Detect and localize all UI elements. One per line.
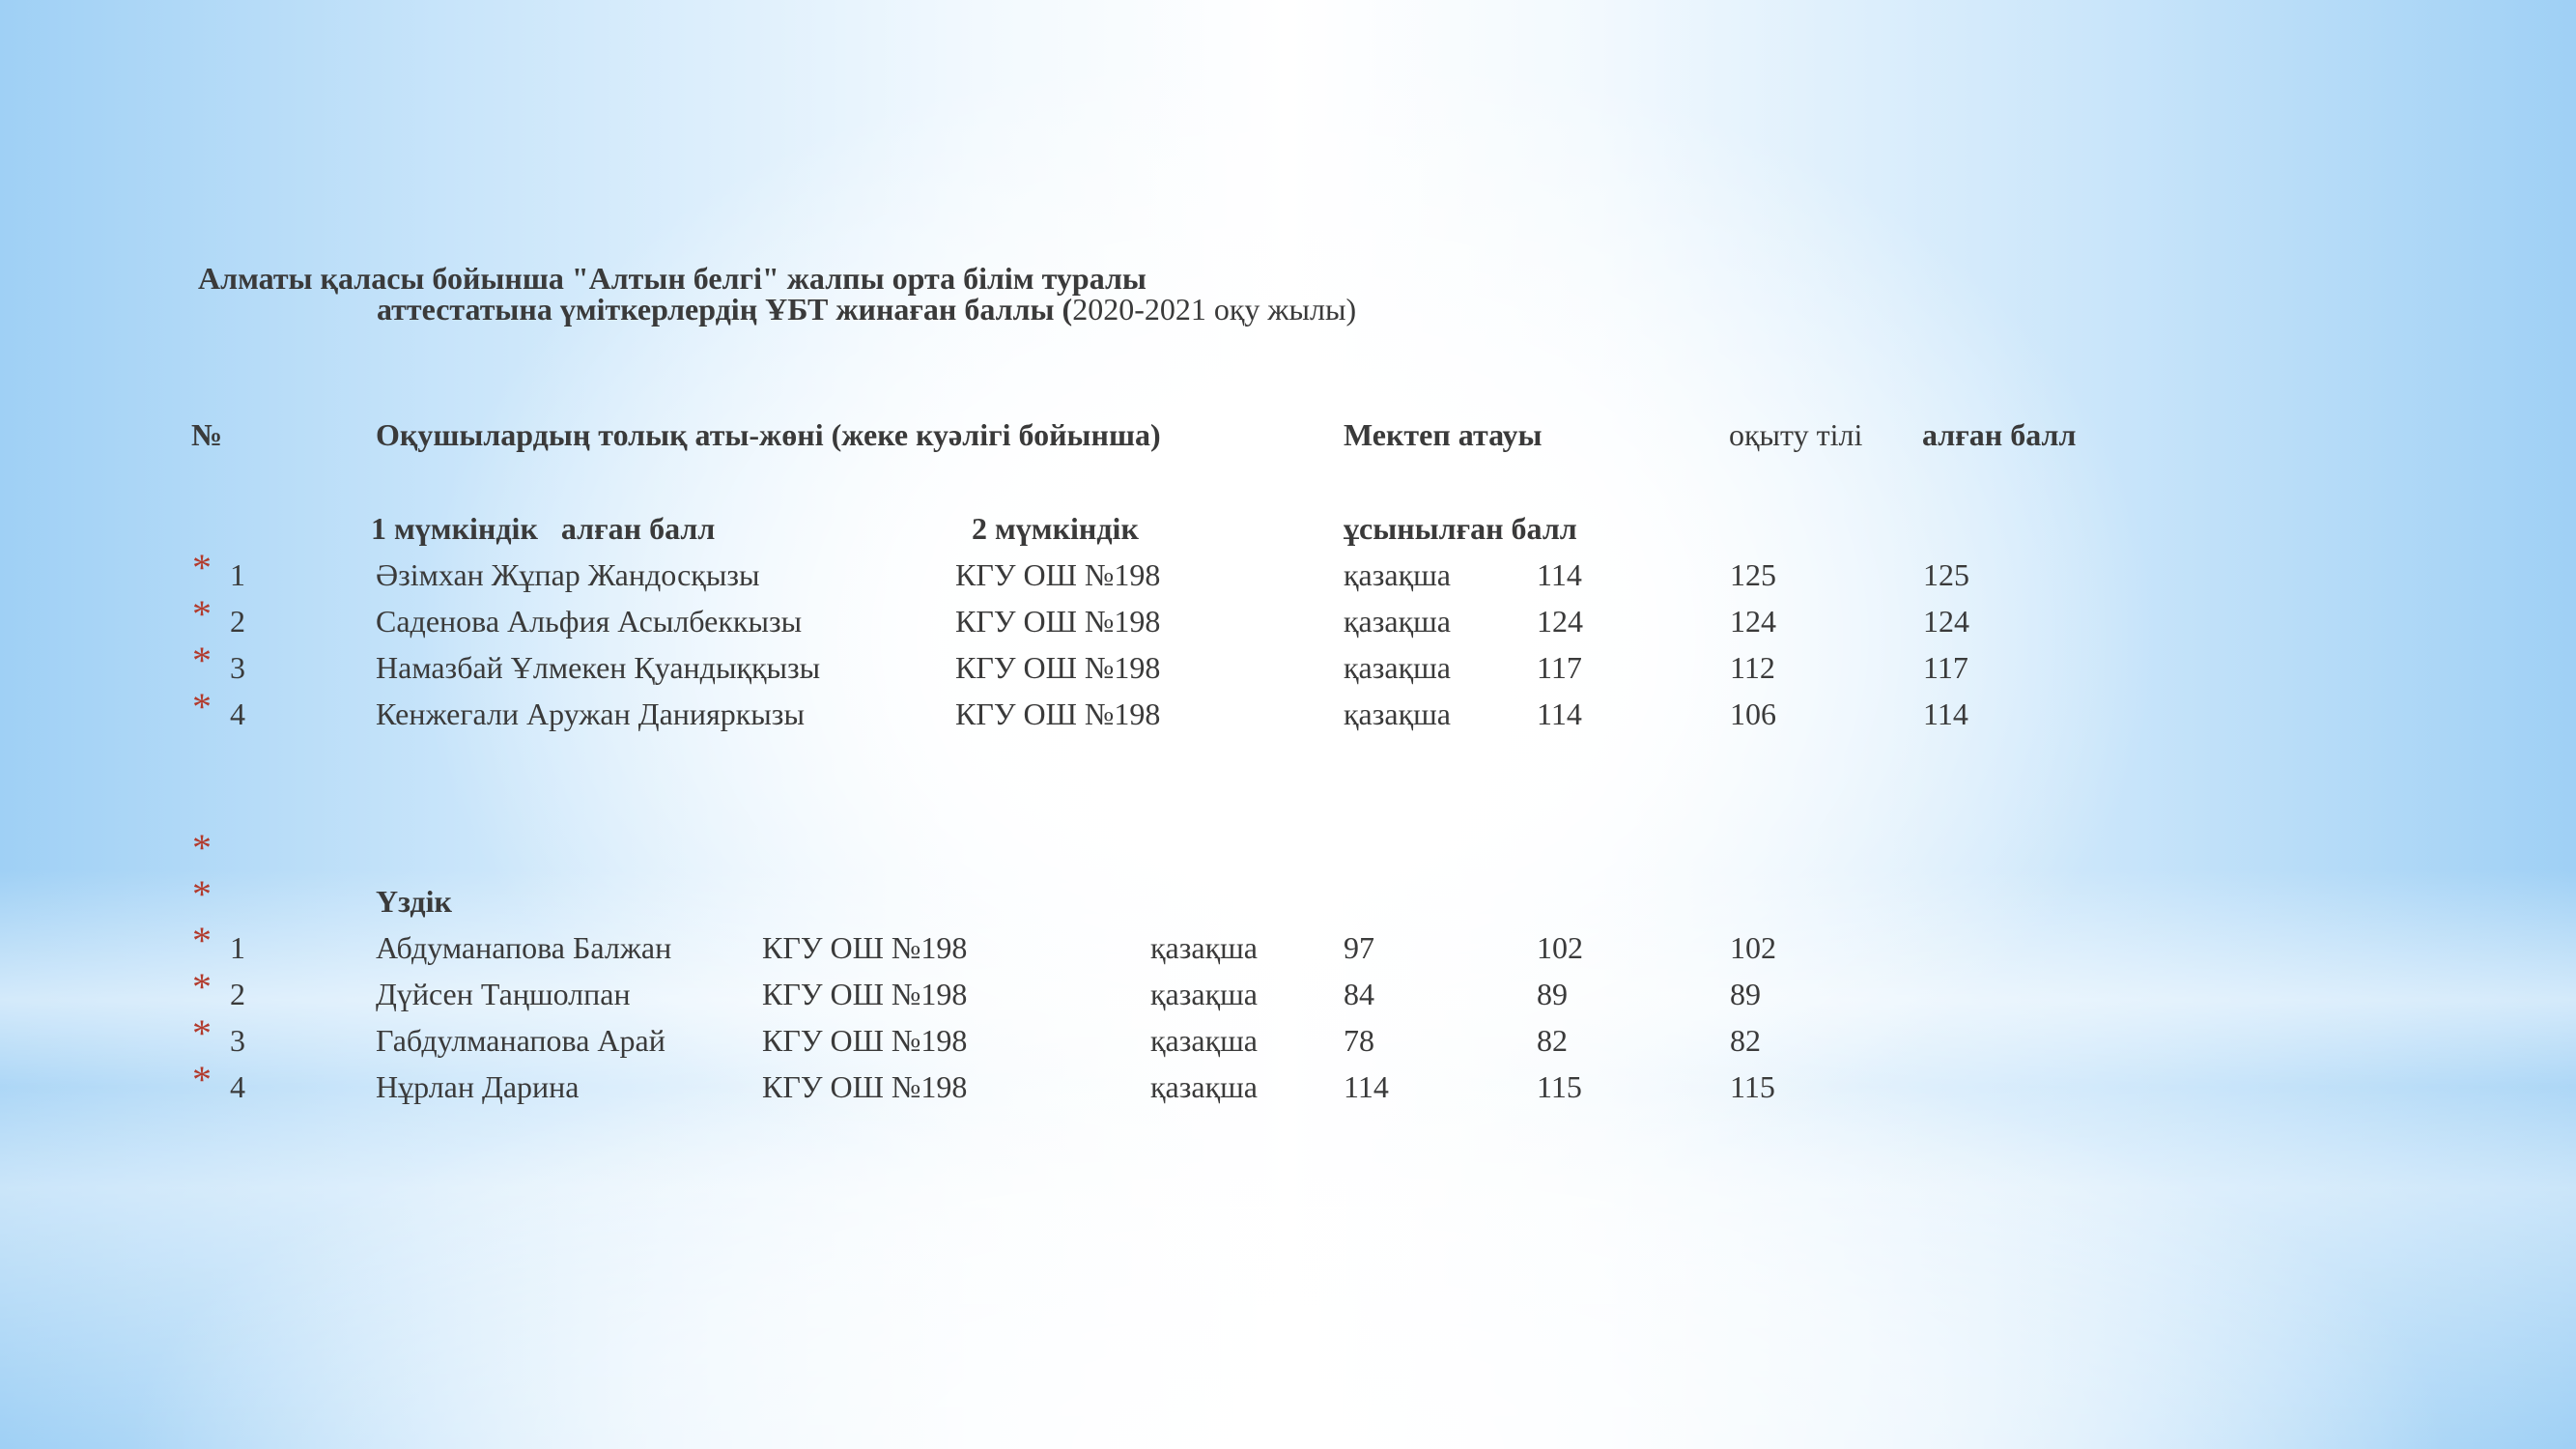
title-line-2-bold: аттестатына үміткерлердің ҰБТ жинаған баллы (	[377, 292, 1073, 327]
score-attempt-2: 115	[1537, 1069, 1582, 1104]
score-attempt-2: 106	[1730, 696, 1776, 731]
school-name: КГУ ОШ №198	[762, 977, 968, 1011]
school-name: КГУ ОШ №198	[955, 650, 1161, 685]
score-attempt-1: 114	[1537, 557, 1582, 592]
bullet-star: *	[192, 1058, 212, 1101]
language: қазақша	[1344, 696, 1451, 731]
row-number: 1	[230, 557, 245, 592]
student-name: Намазбай Ұлмекен Қуандыққызы	[376, 650, 821, 685]
score-attempt-2: 125	[1730, 557, 1776, 592]
bullet-star: *	[192, 919, 212, 962]
school-name: КГУ ОШ №198	[762, 930, 968, 965]
score-recommended: 125	[1923, 557, 1969, 592]
row-number: 3	[230, 1023, 245, 1058]
bullet-star: *	[192, 826, 212, 869]
title-line-1: Алматы қаласы бойынша "Алтын белгі" жалпы орта білім туралы	[198, 261, 1146, 296]
bullet-star: *	[192, 592, 212, 636]
score-attempt-2: 82	[1537, 1023, 1568, 1058]
score-attempt-1: 117	[1537, 650, 1582, 685]
score-recommended: 102	[1730, 930, 1776, 965]
language: қазақша	[1150, 977, 1258, 1011]
student-name: Саденова Альфия Асылбеккызы	[376, 604, 803, 639]
language: қазақша	[1344, 604, 1451, 639]
school-name: КГУ ОШ №198	[955, 604, 1161, 639]
school-name: КГУ ОШ №198	[955, 696, 1161, 731]
row-number: 2	[230, 604, 245, 639]
bullet-star: *	[192, 872, 212, 916]
score-recommended: 117	[1923, 650, 1968, 685]
language: қазақша	[1344, 650, 1451, 685]
score-recommended: 115	[1730, 1069, 1775, 1104]
student-name: Абдуманапова Балжан	[376, 930, 672, 965]
header-no: №	[191, 417, 223, 452]
score-attempt-1: 97	[1344, 930, 1374, 965]
bullet-star: *	[192, 1011, 212, 1055]
student-name: Әзімхан Жұпар Жандосқызы	[376, 557, 760, 592]
subheader-attempt-1: 1 мүмкіндік алған балл	[371, 511, 716, 546]
subheader-recommended: ұсынылған балл	[1344, 511, 1577, 546]
header-name: Оқушылардың толық аты-жөні (жеке куәлігі бойынша)	[376, 417, 1161, 452]
score-attempt-2: 124	[1730, 604, 1776, 639]
score-attempt-2: 89	[1537, 977, 1568, 1011]
score-attempt-1: 124	[1537, 604, 1583, 639]
row-number: 3	[230, 650, 245, 685]
score-recommended: 89	[1730, 977, 1761, 1011]
row-number: 2	[230, 977, 245, 1011]
bullet-star: *	[192, 546, 212, 589]
student-name: Габдулманапова Арай	[376, 1023, 665, 1058]
language: қазақша	[1150, 1023, 1258, 1058]
header-lang: оқыту тілі	[1729, 417, 1863, 452]
language: қазақша	[1344, 557, 1451, 592]
student-name: Дүйсен Таңшолпан	[376, 977, 631, 1011]
school-name: КГУ ОШ №198	[762, 1069, 968, 1104]
score-recommended: 114	[1923, 696, 1968, 731]
row-number: 4	[230, 696, 245, 731]
row-number: 1	[230, 930, 245, 965]
header-score: алған балл	[1922, 417, 2077, 452]
score-recommended: 82	[1730, 1023, 1761, 1058]
title-line-2-years: 2020-2021 оқу жылы)	[1072, 292, 1357, 327]
score-attempt-2: 112	[1730, 650, 1775, 685]
language: қазақша	[1150, 1069, 1258, 1104]
bullet-star: *	[192, 639, 212, 682]
student-name: Кенжегали Аружан Данияркызы	[376, 696, 805, 731]
score-attempt-1: 84	[1344, 977, 1374, 1011]
school-name: КГУ ОШ №198	[955, 557, 1161, 592]
language: қазақша	[1150, 930, 1258, 965]
header-school: Мектеп атауы	[1344, 417, 1543, 452]
school-name: КГУ ОШ №198	[762, 1023, 968, 1058]
score-recommended: 124	[1923, 604, 1969, 639]
row-number: 4	[230, 1069, 245, 1104]
score-attempt-1: 114	[1344, 1069, 1389, 1104]
student-name: Нұрлан Дарина	[376, 1069, 580, 1104]
subheader-attempt-2: 2 мүмкіндік	[972, 511, 1139, 546]
section-2-title: Үздік	[376, 884, 452, 919]
score-attempt-2: 102	[1537, 930, 1583, 965]
bullet-star: *	[192, 965, 212, 1009]
title-line-2	[377, 294, 1356, 325]
score-attempt-1: 114	[1537, 696, 1582, 731]
bullet-star: *	[192, 685, 212, 728]
score-attempt-1: 78	[1344, 1023, 1374, 1058]
